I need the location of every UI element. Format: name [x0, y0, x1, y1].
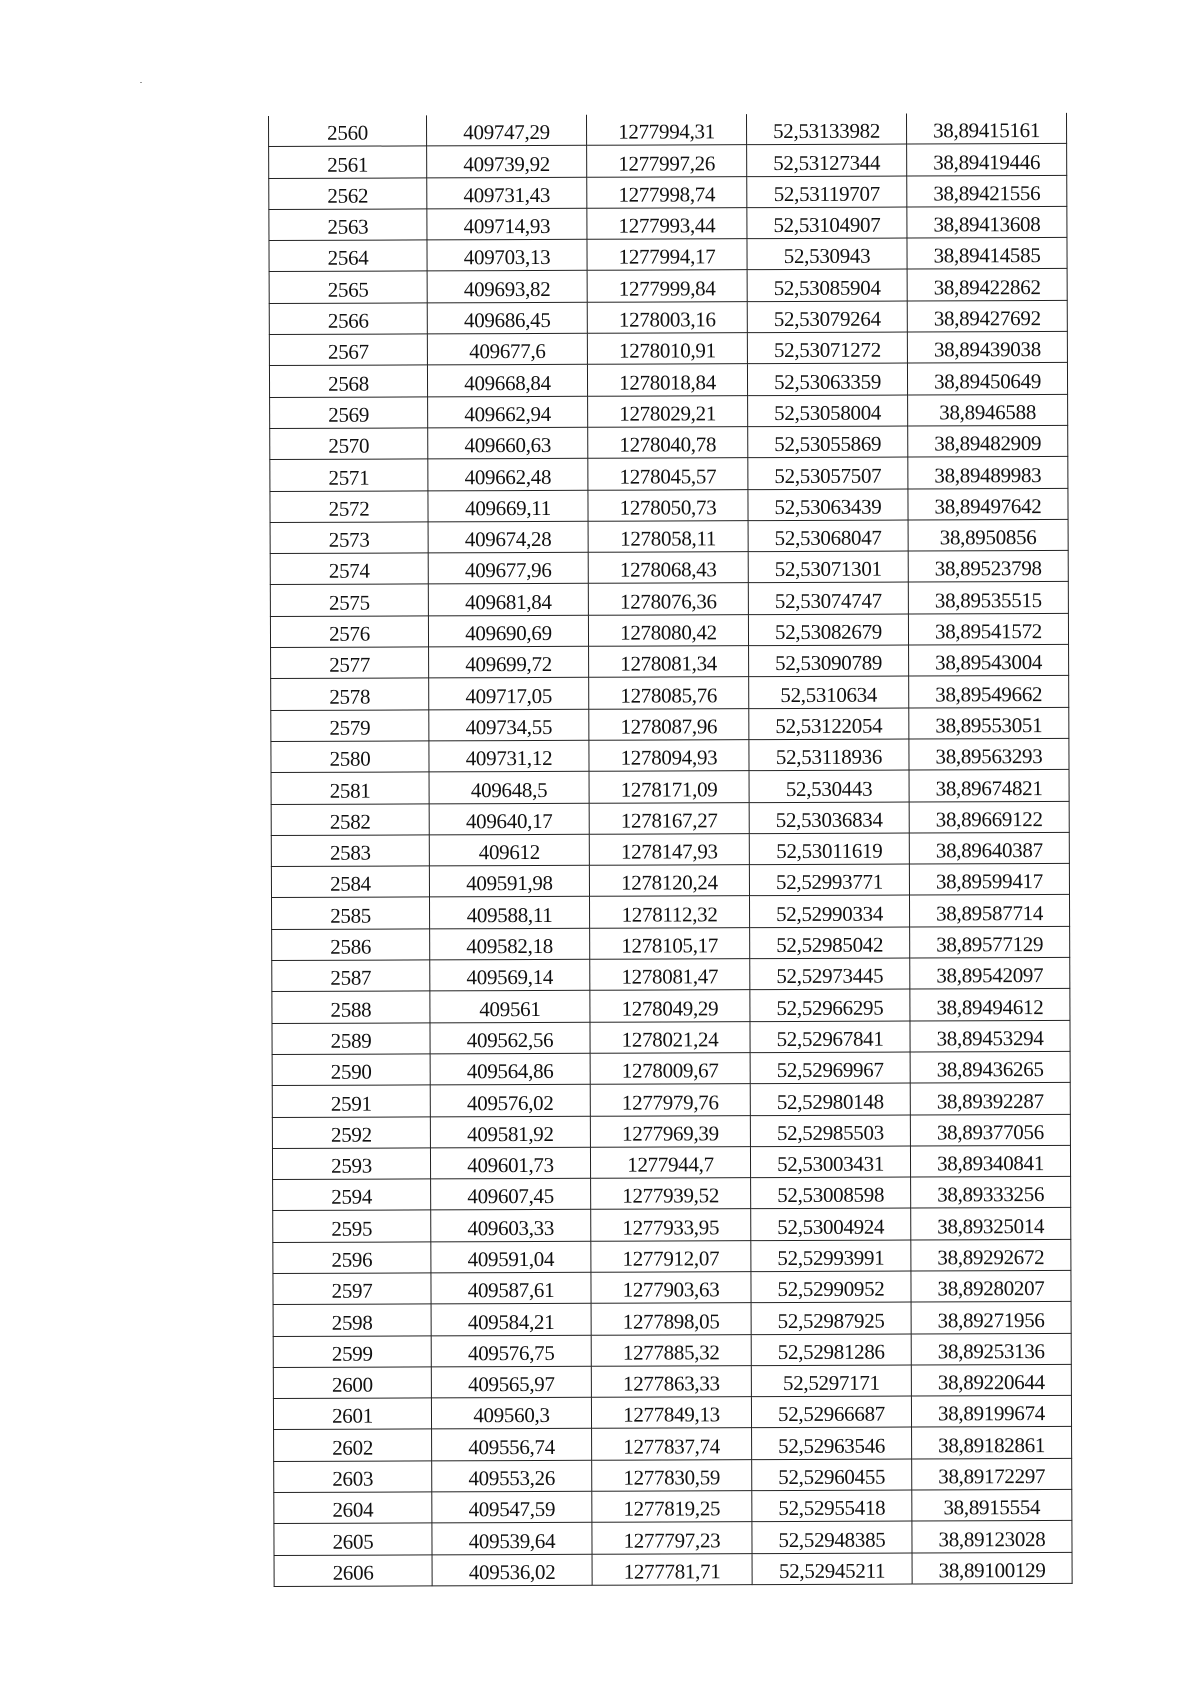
y-coordinate-cell: 1278076,36 [588, 583, 748, 615]
table-row [271, 801, 1069, 835]
point-number-cell: 2570 [270, 428, 428, 460]
longitude-cell: 38,89414585 [907, 238, 1067, 270]
x-coordinate-cell: 409576,75 [431, 1335, 591, 1367]
table-row [271, 707, 1069, 741]
latitude-cell: 52,53104907 [747, 207, 907, 239]
latitude-cell: 52,53011619 [749, 833, 909, 865]
longitude-cell: 38,89482909 [908, 425, 1068, 457]
latitude-cell: 52,52967841 [750, 1021, 910, 1053]
y-coordinate-cell: 1277993,44 [587, 208, 747, 240]
y-coordinate-cell: 1277994,17 [587, 239, 747, 271]
table-row [270, 613, 1068, 647]
longitude-cell: 38,89199674 [911, 1396, 1071, 1428]
x-coordinate-cell: 409603,33 [431, 1210, 591, 1242]
latitude-cell: 52,53063359 [747, 363, 907, 395]
latitude-cell: 52,530443 [749, 770, 909, 802]
point-number-cell: 2605 [274, 1523, 432, 1555]
y-coordinate-cell: 1278085,76 [589, 677, 749, 709]
table-row [269, 175, 1067, 209]
table-row [272, 957, 1070, 991]
point-number-cell: 2586 [272, 929, 430, 961]
latitude-cell: 52,52960455 [752, 1459, 912, 1491]
point-number-cell: 2565 [269, 271, 427, 303]
x-coordinate-cell: 409612 [429, 834, 589, 866]
point-number-cell: 2588 [272, 991, 430, 1023]
table-row [271, 644, 1069, 678]
y-coordinate-cell: 1278120,24 [589, 865, 749, 897]
longitude-cell: 38,89587714 [909, 895, 1069, 927]
longitude-cell: 38,89640387 [909, 832, 1069, 864]
table-row [269, 113, 1067, 147]
point-number-cell: 2604 [274, 1492, 432, 1524]
table-row [270, 457, 1068, 491]
y-coordinate-cell: 1277837,74 [592, 1428, 752, 1460]
latitude-cell: 52,53008598 [751, 1177, 911, 1209]
scan-speck [140, 82, 142, 83]
point-number-cell: 2598 [273, 1304, 431, 1336]
x-coordinate-cell: 409731,43 [427, 177, 587, 209]
point-number-cell: 2577 [271, 647, 429, 679]
latitude-cell: 52,53085904 [747, 270, 907, 302]
x-coordinate-cell: 409690,69 [428, 615, 588, 647]
x-coordinate-cell: 409584,21 [431, 1304, 591, 1336]
latitude-cell: 52,52969967 [750, 1052, 910, 1084]
point-number-cell: 2566 [269, 303, 427, 335]
latitude-cell: 52,52987925 [751, 1302, 911, 1334]
longitude-cell: 38,89669122 [909, 801, 1069, 833]
point-number-cell: 2584 [271, 866, 429, 898]
y-coordinate-cell: 1278081,34 [589, 646, 749, 678]
latitude-cell: 52,53071272 [747, 332, 907, 364]
coordinates-table-body [269, 113, 1073, 1587]
table-row [274, 1552, 1072, 1586]
point-number-cell: 2599 [273, 1335, 431, 1367]
point-number-cell: 2590 [272, 1054, 430, 1086]
latitude-cell: 52,53036834 [749, 802, 909, 834]
y-coordinate-cell: 1278105,17 [590, 927, 750, 959]
table-row [270, 488, 1068, 522]
y-coordinate-cell: 1278009,67 [590, 1053, 750, 1085]
y-coordinate-cell: 1277999,84 [587, 270, 747, 302]
point-number-cell: 2582 [271, 803, 429, 835]
longitude-cell: 38,8946588 [908, 394, 1068, 426]
y-coordinate-cell: 1278094,93 [589, 740, 749, 772]
latitude-cell: 52,53004924 [751, 1208, 911, 1240]
longitude-cell: 38,89182861 [912, 1427, 1072, 1459]
x-coordinate-cell: 409562,56 [430, 1022, 590, 1054]
point-number-cell: 2593 [272, 1148, 430, 1180]
x-coordinate-cell: 409739,92 [427, 146, 587, 178]
table-row [273, 1396, 1071, 1430]
latitude-cell: 52,52948385 [752, 1521, 912, 1553]
coordinates-table [268, 113, 1073, 1587]
longitude-cell: 38,89333256 [911, 1177, 1071, 1209]
latitude-cell: 52,52993991 [751, 1240, 911, 1272]
table-row [269, 269, 1067, 303]
table-row [274, 1521, 1072, 1555]
point-number-cell: 2606 [274, 1555, 432, 1587]
y-coordinate-cell: 1277903,63 [591, 1272, 751, 1304]
latitude-cell: 52,53071301 [748, 551, 908, 583]
point-number-cell: 2579 [271, 710, 429, 742]
point-number-cell: 2600 [273, 1367, 431, 1399]
table-row [273, 1177, 1071, 1211]
y-coordinate-cell: 1277994,31 [586, 114, 746, 145]
longitude-cell: 38,89100129 [912, 1552, 1072, 1584]
longitude-cell: 38,89292672 [911, 1239, 1071, 1271]
y-coordinate-cell: 1278045,57 [588, 458, 748, 490]
y-coordinate-cell: 1277849,13 [591, 1397, 751, 1429]
y-coordinate-cell: 1278087,96 [589, 708, 749, 740]
longitude-cell: 38,89453294 [910, 1020, 1070, 1052]
latitude-cell: 52,53127344 [747, 144, 907, 176]
x-coordinate-cell: 409553,26 [432, 1460, 592, 1492]
x-coordinate-cell: 409560,3 [431, 1397, 591, 1429]
point-number-cell: 2576 [270, 616, 428, 648]
longitude-cell: 38,89497642 [908, 488, 1068, 520]
point-number-cell: 2596 [273, 1242, 431, 1274]
y-coordinate-cell: 1277969,39 [590, 1115, 750, 1147]
table-row [272, 1020, 1070, 1054]
y-coordinate-cell: 1277979,76 [590, 1084, 750, 1116]
latitude-cell: 52,52973445 [750, 958, 910, 990]
y-coordinate-cell: 1278058,11 [588, 521, 748, 553]
table-row [269, 300, 1067, 334]
x-coordinate-cell: 409547,59 [432, 1491, 592, 1523]
point-number-cell: 2589 [272, 1022, 430, 1054]
table-row [273, 1302, 1071, 1336]
y-coordinate-cell: 1278018,84 [587, 364, 747, 396]
table-row [269, 332, 1067, 366]
latitude-cell: 52,53122054 [749, 708, 909, 740]
longitude-cell: 38,89325014 [911, 1208, 1071, 1240]
longitude-cell: 38,89415161 [906, 113, 1066, 144]
table-row [272, 1114, 1070, 1148]
x-coordinate-cell: 409699,72 [429, 646, 589, 678]
longitude-cell: 38,89577129 [910, 926, 1070, 958]
latitude-cell: 52,53003431 [750, 1146, 910, 1178]
y-coordinate-cell: 1277912,07 [591, 1240, 751, 1272]
point-number-cell: 2578 [271, 678, 429, 710]
table-row [273, 1364, 1071, 1398]
x-coordinate-cell: 409587,61 [431, 1272, 591, 1304]
y-coordinate-cell: 1277998,74 [587, 176, 747, 208]
table-row [270, 394, 1068, 428]
x-coordinate-cell: 409731,12 [429, 740, 589, 772]
y-coordinate-cell: 1277997,26 [587, 145, 747, 177]
longitude-cell: 38,89422862 [907, 269, 1067, 301]
latitude-cell: 52,53068047 [748, 520, 908, 552]
table-row [273, 1270, 1071, 1304]
table-row [272, 989, 1070, 1023]
table-row [269, 363, 1067, 397]
y-coordinate-cell: 1277898,05 [591, 1303, 751, 1335]
point-number-cell: 2573 [270, 522, 428, 554]
y-coordinate-cell: 1278112,32 [590, 896, 750, 928]
point-number-cell: 2602 [274, 1429, 432, 1461]
y-coordinate-cell: 1278049,29 [590, 990, 750, 1022]
longitude-cell: 38,89427692 [907, 300, 1067, 332]
latitude-cell: 52,53057507 [748, 457, 908, 489]
longitude-cell: 38,89543004 [909, 644, 1069, 676]
longitude-cell: 38,89674821 [909, 770, 1069, 802]
point-number-cell: 2583 [271, 835, 429, 867]
table-row [270, 551, 1068, 585]
table-row [273, 1333, 1071, 1367]
latitude-cell: 52,53090789 [749, 645, 909, 677]
point-number-cell: 2567 [269, 334, 427, 366]
latitude-cell: 52,52985503 [750, 1115, 910, 1147]
x-coordinate-cell: 409714,93 [427, 208, 587, 240]
longitude-cell: 38,89421556 [907, 175, 1067, 207]
latitude-cell: 52,53119707 [747, 176, 907, 208]
table-row [270, 582, 1068, 616]
longitude-cell: 38,89535515 [908, 582, 1068, 614]
x-coordinate-cell: 409681,84 [428, 584, 588, 616]
y-coordinate-cell: 1277939,52 [591, 1178, 751, 1210]
table-row [270, 425, 1068, 459]
y-coordinate-cell: 1277781,71 [592, 1553, 752, 1585]
point-number-cell: 2581 [271, 772, 429, 804]
longitude-cell: 38,89542097 [910, 957, 1070, 989]
y-coordinate-cell: 1278021,24 [590, 1021, 750, 1053]
longitude-cell: 38,89439038 [907, 332, 1067, 364]
latitude-cell: 52,53074747 [748, 582, 908, 614]
latitude-cell: 52,52955418 [752, 1490, 912, 1522]
y-coordinate-cell: 1277885,32 [591, 1334, 751, 1366]
x-coordinate-cell: 409677,6 [427, 333, 587, 365]
x-coordinate-cell: 409536,02 [432, 1554, 592, 1586]
point-number-cell: 2568 [269, 365, 427, 397]
latitude-cell: 52,53133982 [746, 114, 906, 145]
x-coordinate-cell: 409561 [430, 991, 590, 1023]
latitude-cell: 52,53079264 [747, 301, 907, 333]
latitude-cell: 52,52990952 [751, 1271, 911, 1303]
longitude-cell: 38,89340841 [910, 1145, 1070, 1177]
table-row [269, 206, 1067, 240]
table-row [274, 1427, 1072, 1461]
longitude-cell: 38,89413608 [907, 206, 1067, 238]
x-coordinate-cell: 409640,17 [429, 803, 589, 835]
latitude-cell: 52,52966687 [751, 1396, 911, 1428]
point-number-cell: 2585 [272, 897, 430, 929]
point-number-cell: 2563 [269, 209, 427, 241]
longitude-cell: 38,89419446 [907, 144, 1067, 176]
table-row [269, 144, 1067, 178]
point-number-cell: 2587 [272, 960, 430, 992]
longitude-cell: 38,89377056 [910, 1114, 1070, 1146]
point-number-cell: 2591 [272, 1085, 430, 1117]
x-coordinate-cell: 409717,05 [429, 678, 589, 710]
table-row [269, 238, 1067, 272]
x-coordinate-cell: 409747,29 [426, 115, 586, 146]
longitude-cell: 38,89541572 [908, 613, 1068, 645]
latitude-cell: 52,52945211 [752, 1553, 912, 1585]
latitude-cell: 52,52963546 [752, 1428, 912, 1460]
x-coordinate-cell: 409668,84 [427, 365, 587, 397]
x-coordinate-cell: 409565,97 [431, 1366, 591, 1398]
y-coordinate-cell: 1277797,23 [592, 1522, 752, 1554]
x-coordinate-cell: 409660,63 [428, 427, 588, 459]
x-coordinate-cell: 409674,28 [428, 521, 588, 553]
latitude-cell: 52,53058004 [748, 395, 908, 427]
latitude-cell: 52,530943 [747, 238, 907, 270]
table-row [270, 519, 1068, 553]
y-coordinate-cell: 1278010,91 [587, 333, 747, 365]
point-number-cell: 2595 [273, 1210, 431, 1242]
latitude-cell: 52,53082679 [748, 614, 908, 646]
longitude-cell: 38,89172297 [912, 1458, 1072, 1490]
point-number-cell: 2603 [274, 1461, 432, 1493]
longitude-cell: 38,89523798 [908, 551, 1068, 583]
point-number-cell: 2574 [270, 553, 428, 585]
latitude-cell: 52,5297171 [751, 1365, 911, 1397]
x-coordinate-cell: 409591,98 [429, 865, 589, 897]
table-row [271, 770, 1069, 804]
longitude-cell: 38,89220644 [911, 1364, 1071, 1396]
table-row [274, 1458, 1072, 1492]
point-number-cell: 2592 [272, 1116, 430, 1148]
latitude-cell: 52,52993771 [749, 864, 909, 896]
longitude-cell: 38,8950856 [908, 519, 1068, 551]
y-coordinate-cell: 1277819,25 [592, 1491, 752, 1523]
x-coordinate-cell: 409581,92 [430, 1116, 590, 1148]
x-coordinate-cell: 409601,73 [430, 1147, 590, 1179]
table-row [271, 738, 1069, 772]
longitude-cell: 38,89392287 [910, 1083, 1070, 1115]
x-coordinate-cell: 409607,45 [431, 1178, 591, 1210]
table-row [272, 926, 1070, 960]
latitude-cell: 52,53063439 [748, 489, 908, 521]
y-coordinate-cell: 1277933,95 [591, 1209, 751, 1241]
point-number-cell: 2594 [273, 1179, 431, 1211]
x-coordinate-cell: 409686,45 [427, 302, 587, 334]
longitude-cell: 38,89599417 [909, 864, 1069, 896]
y-coordinate-cell: 1278080,42 [588, 614, 748, 646]
latitude-cell: 52,52980148 [750, 1083, 910, 1115]
table-row [271, 832, 1069, 866]
x-coordinate-cell: 409539,64 [432, 1523, 592, 1555]
x-coordinate-cell: 409734,55 [429, 709, 589, 741]
x-coordinate-cell: 409556,74 [432, 1429, 592, 1461]
x-coordinate-cell: 409591,04 [431, 1241, 591, 1273]
latitude-cell: 52,52990334 [749, 895, 909, 927]
table-row [274, 1489, 1072, 1523]
x-coordinate-cell: 409576,02 [430, 1084, 590, 1116]
point-number-cell: 2561 [269, 146, 427, 178]
latitude-cell: 52,53118936 [749, 739, 909, 771]
x-coordinate-cell: 409693,82 [427, 271, 587, 303]
table-row [271, 864, 1069, 898]
table-row [273, 1239, 1071, 1273]
latitude-cell: 52,52966295 [750, 989, 910, 1021]
point-number-cell: 2572 [270, 490, 428, 522]
longitude-cell: 38,89280207 [911, 1270, 1071, 1302]
x-coordinate-cell: 409662,48 [428, 459, 588, 491]
point-number-cell: 2580 [271, 741, 429, 773]
latitude-cell: 52,52985042 [750, 927, 910, 959]
table-row [271, 676, 1069, 710]
longitude-cell: 38,89450649 [907, 363, 1067, 395]
table-row [272, 1051, 1070, 1085]
y-coordinate-cell: 1277944,7 [590, 1146, 750, 1178]
x-coordinate-cell: 409569,14 [430, 959, 590, 991]
y-coordinate-cell: 1278029,21 [588, 395, 748, 427]
y-coordinate-cell: 1278167,27 [589, 802, 749, 834]
y-coordinate-cell: 1277830,59 [592, 1459, 752, 1491]
longitude-cell: 38,89271956 [911, 1302, 1071, 1334]
point-number-cell: 2575 [270, 584, 428, 616]
longitude-cell: 38,8915554 [912, 1489, 1072, 1521]
point-number-cell: 2571 [270, 459, 428, 491]
latitude-cell: 52,53055869 [748, 426, 908, 458]
longitude-cell: 38,89549662 [909, 676, 1069, 708]
x-coordinate-cell: 409648,5 [429, 772, 589, 804]
point-number-cell: 2597 [273, 1273, 431, 1305]
longitude-cell: 38,89253136 [911, 1333, 1071, 1365]
x-coordinate-cell: 409677,96 [428, 552, 588, 584]
y-coordinate-cell: 1277863,33 [591, 1366, 751, 1398]
y-coordinate-cell: 1278147,93 [589, 833, 749, 865]
longitude-cell: 38,89489983 [908, 457, 1068, 489]
longitude-cell: 38,89123028 [912, 1521, 1072, 1553]
y-coordinate-cell: 1278003,16 [587, 301, 747, 333]
point-number-cell: 2564 [269, 240, 427, 272]
latitude-cell: 52,52981286 [751, 1334, 911, 1366]
x-coordinate-cell: 409588,11 [430, 897, 590, 929]
x-coordinate-cell: 409582,18 [430, 928, 590, 960]
x-coordinate-cell: 409703,13 [427, 239, 587, 271]
x-coordinate-cell: 409564,86 [430, 1053, 590, 1085]
point-number-cell: 2560 [269, 115, 427, 146]
longitude-cell: 38,89563293 [909, 738, 1069, 770]
longitude-cell: 38,89494612 [910, 989, 1070, 1021]
y-coordinate-cell: 1278068,43 [588, 552, 748, 584]
point-number-cell: 2562 [269, 177, 427, 209]
table-row [272, 1145, 1070, 1179]
y-coordinate-cell: 1278040,78 [588, 427, 748, 459]
y-coordinate-cell: 1278171,09 [589, 771, 749, 803]
point-number-cell: 2569 [270, 397, 428, 429]
y-coordinate-cell: 1278081,47 [590, 959, 750, 991]
table-row [273, 1208, 1071, 1242]
longitude-cell: 38,89436265 [910, 1051, 1070, 1083]
y-coordinate-cell: 1278050,73 [588, 489, 748, 521]
x-coordinate-cell: 409662,94 [428, 396, 588, 428]
latitude-cell: 52,5310634 [749, 676, 909, 708]
longitude-cell: 38,89553051 [909, 707, 1069, 739]
table-row [272, 1083, 1070, 1117]
table-row [272, 895, 1070, 929]
point-number-cell: 2601 [273, 1398, 431, 1430]
x-coordinate-cell: 409669,11 [428, 490, 588, 522]
